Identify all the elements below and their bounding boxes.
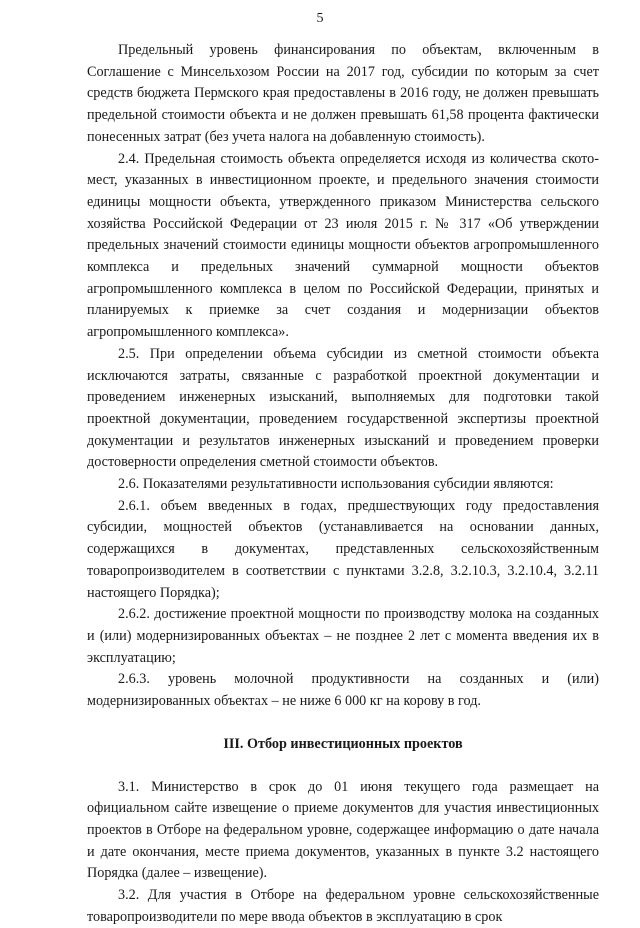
paragraph-2-4: 2.4. Предельная стоимость объекта определяется исходя из количества ското-мест, указанных в инвестиционном проекте, и предельного значения стоимости единицы мощности объекта, утвержденного приказом Министерства сельского хозяйства Российской Федерации от 23 июля 2015 г. № 317 «Об утверждении предельных значений стоимости единицы мощности объектов агропромышленного комплекса и предельных значений суммарной мощности объектов агропромышленного комплекса в целом по Российской Федерации, принятых и планируемых к приемке за счет создания и модернизации объектов агропромышленного комплекса». <box>87 150 599 341</box>
paragraph-3-2: 3.2. Для участия в Отборе на федеральном уровне сельскохозяйственные товаропроизводители по мере ввода объектов в эксплуатацию в срок <box>87 887 599 925</box>
paragraph-2-6-2: 2.6.2. достижение проектной мощности по производству молока на созданных и (или) модернизированных объектах – не позднее 2 лет с момента введения их в эксплуатацию; <box>87 606 599 666</box>
paragraph-2-6: 2.6. Показателями результативности использования субсидии являются: <box>118 476 554 493</box>
paragraph-2-6-1: 2.6.1. объем введенных в годах, предшествующих году предоставления субсидии, мощностей объектов (устанавливается на основании данных, содержащихся в документах, представленных сельскохозяйственным товаропроизводителем в соответствии с пунктами 3.2.8, 3.2.10.3, 3.2.10.4, 3.2.11 настоящего Порядка); <box>87 497 599 601</box>
document-body <box>87 40 599 928</box>
paragraph-2-6-3: 2.6.3. уровень молочной продуктивности на созданных и (или) модернизированных объектах – не ниже 6 000 кг на корову в год. <box>87 671 599 710</box>
paragraph-2-5: 2.5. При определении объема субсидии из сметной стоимости объекта исключаются затраты, связанные с разработкой проектной документации и проведением инженерных изысканий, выполняемых для подготовки такой проектной документации, проведением государственной экспертизы проектной документации и результатов инженерных изысканий и проведением проверки достоверности определения сметной стоимости объектов. <box>87 345 599 471</box>
page-number: 5 <box>316 11 324 26</box>
paragraph-financing-limit: Предельный уровень финансирования по объектам, включенным в Соглашение с Минсельхозом России на 2017 год, субсидии по которым за счет средств бюджета Пермского края предоставлены в 2016 году, не должен превышать предельной стоимости объекта и не должен превышать 61,58 процента фактически понесенных затрат (без учета налога на добавленную стоимость). <box>87 42 599 145</box>
section-heading: III. Отбор инвестиционных проектов <box>223 735 463 752</box>
paragraph-3-1: 3.1. Министерство в срок до 01 июня текущего года размещает на официальном сайте извещение о приеме документов для участия инвестиционных проектов в Отборе на федеральном уровне, содержащее информацию о дате начала и дате окончания, месте приема документов, указанных в пункте 3.2 настоящего Порядка (далее – извещение). <box>87 778 599 882</box>
